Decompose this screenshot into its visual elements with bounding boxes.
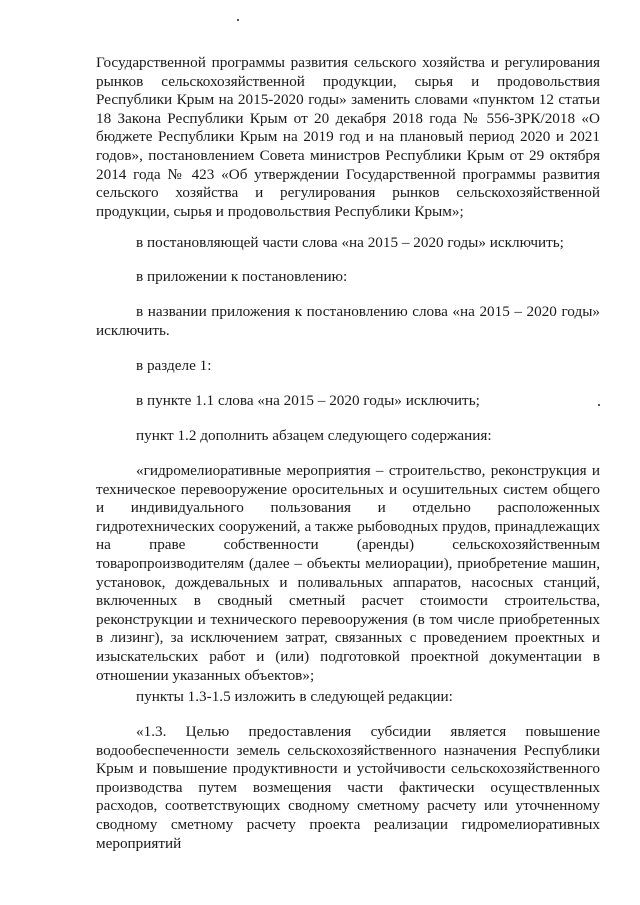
paragraph-appendix: в приложении к постановлению: <box>136 268 348 285</box>
paragraph-appendix-title: в названии приложения к постановлению слова «на 2015 – 2020 годы» исключить. <box>96 303 600 339</box>
paragraph-resolutive-part: в постановляющей части слова «на 2015 – 2020 годы» исключить; <box>136 234 564 251</box>
paragraph-items-1-3-1-5: пункты 1.3-1.5 изложить в следующей редакции: <box>136 688 453 705</box>
scan-mark <box>237 19 239 21</box>
paragraph-section-1: в разделе 1: <box>136 357 212 374</box>
paragraph-item-1-1: в пункте 1.1 слова «на 2015 – 2020 годы» исключить; <box>136 392 480 409</box>
paragraph-item-1-2: пункт 1.2 дополнить абзацем следующего содержания: <box>136 427 492 444</box>
paragraph-hydromelioration: «гидромелиоративные мероприятия – строительство, реконструкция и техническое перевооружение оросительных и осушительных систем общего и индивидуального пользования и отдельно расположенных гидротехнических сооружений, а также рыбоводных прудов, принадлежащих на праве собственности (аренды) сельскохозяйственным товаропроизводителям (далее – объекты мелиорации), приобретение машин, установок, дождевальных и поливальных аппаратов, насосных станций, включенных в сводный сметный расчет стоимости строительства, реконструкции и технического перевооружения (в том числе приобретенных в лизинг), за исключением затрат, связанных с проведением проектных и изыскательских работ и (или) подготовкой проектной документации в отношении указанных объектов»; <box>96 462 600 684</box>
paragraph-intro: Государственной программы развития сельского хозяйства и регулирования рынков сельскохозяйственной продукции, сырья и продовольствия Республики Крым на 2015-2020 годы» заменить словами «пунктом 12 статьи 18 Закона Республики Крым от 20 декабря 2018 года № 556-ЗРК/2018 «О бюджете Республики Крым на 2019 год и на плановый период 2020 и 2021 годов», постановлением Совета министров Республики Крым от 29 октября 2014 года № 423 «Об утверждении Государственной программы развития сельского хозяйства и регулирования рынков сельскохозяйственной продукции, сырья и продовольствия Республики Крым»; <box>96 54 600 220</box>
paragraph-item-1-3: «1.3. Целью предоставления субсидии является повышение водообеспеченности земель сельскохозяйственного назначения Республики Крым и повышение продуктивности и устойчивости сельскохозяйственного производства путем возмещения части фактически осуществленных расходов, соответствующих сводному сметному расчету или уточненному сводному сметному расчету проекта реализации гидромелиоративных мероприятий <box>96 723 600 852</box>
